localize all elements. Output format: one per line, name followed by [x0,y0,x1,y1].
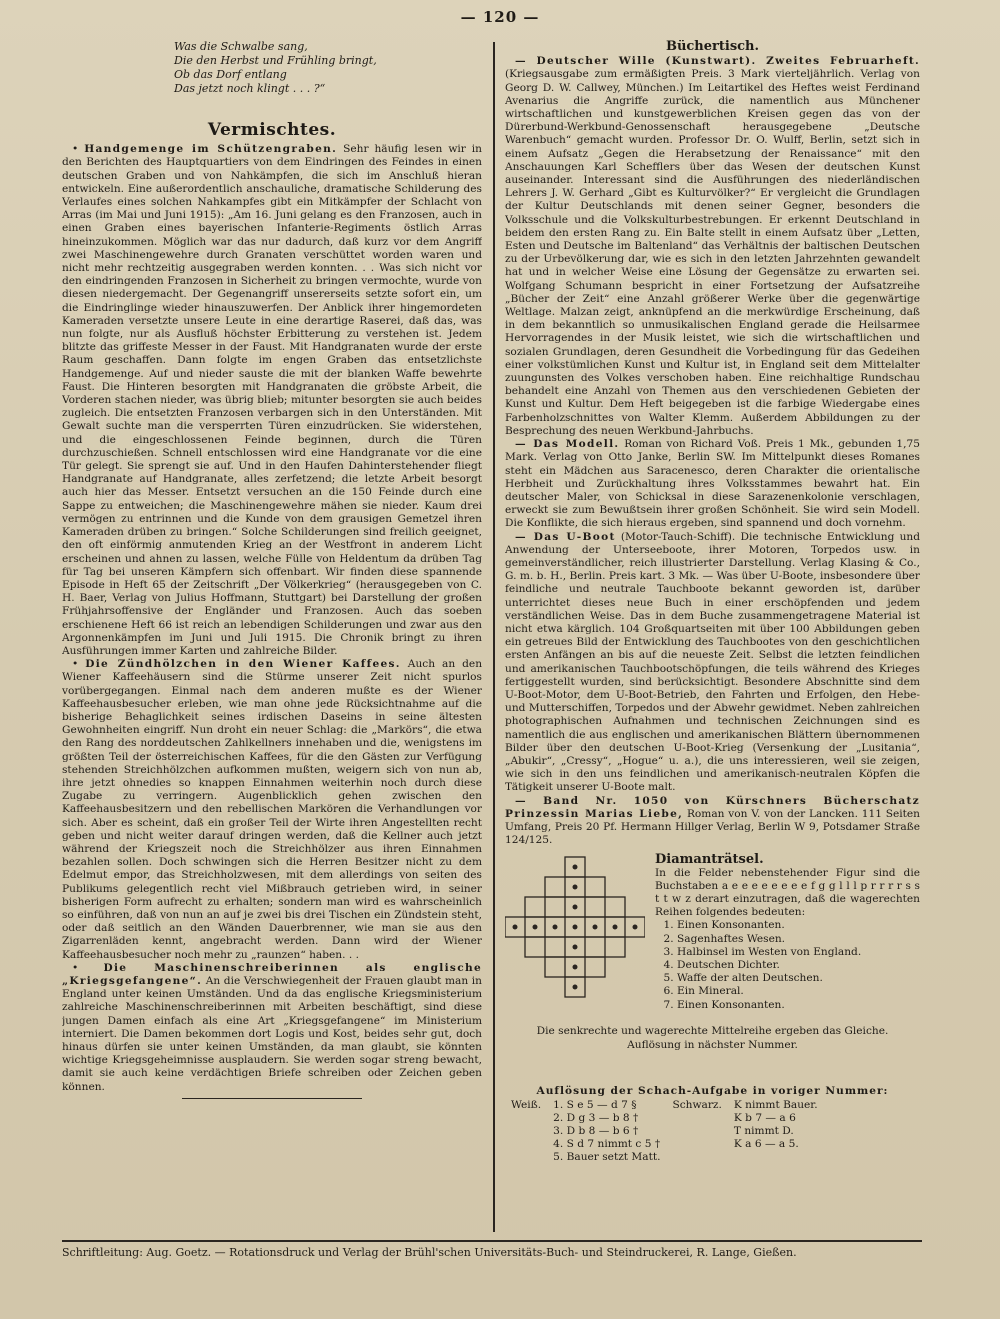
diamond-riddle [505,853,920,1083]
review-text: (Kriegsausgabe zum ermäßigten Preis. 3 Mark vierteljährlich. Verlag von Georg D. W. Callwey, München.) Im Leitartikel des Heftes weist Ferdinand Avenarius die Angriffe zurück, die namentlich aus Münchener wirtschaftlichen und kunstgewerblichen Kreisen gegen das von der Dürerbund-Werkbund-Genossenschaft herausgegebene „Deutsche Warenbuch“ gemacht wurden. Professor Dr. O. Wulff, Berlin, setzt sich in einem Aufsatz „Gegen die Herabsetzung der Renaissance“ mit den Anschauungen Karl Schefflers über das Wesen der deutschen Kunst auseinander. Interessant sind die Ausführungen des niederländischen Lehrers J. W. Gerhard „Gibt es Kulturvölker?“ Er vergleicht die Grundlagen der Kultur Deutschlands mit denen seiner Gegner, besonders die Volksschule und die Volkskulturbestrebungen. Er erkennt Deutschland in beidem den ersten Rang zu. Ein Balte stellt in einem Aufsatz über „Letten, Esten und Deutsche im Baltenland“ das Verhältnis der baltischen Deutschen zu der Urbevölkerung dar, wie es sich in den letzten Jahrzehnten gewandelt hat und in welcher Weise eine Lösung der Gegensätze zu erwarten sei. Wolfgang Schumann bespricht in einer Fortsetzung der Aufsatzreihe „Bücher der Zeit“ eine Anzahl größerer Werke über die gegenwärtige Weltlage. Malzan zeigt, anknüpfend an die merkwürdige Erscheinung, daß in dem bekanntlich so unmusikalischen England gerade die Heilsarmee Hervorragendes in der Musik leistet, wie sich die wirtschaftlichen und sozialen Grundlagen, deren Gesundheit die Vorbedingung für das Gedeihen einer volkstümlichen Kunst und Kultur ist, in England seit dem Mittelalter zuungunsten des Volkes verschoben haben. Eine reichhaltige Rundschau behandelt eine Anzahl von Themen aus den verschiedenen Gebieten der Kunst und Kultur. Dem Heft beigegeben ist die farbige Wiedergabe eines Farbenholzschnittes von Walter Klemm. Außerdem Abbildungen zu der Besprechung des neuen Werkbund-Jahrbuchs. [505,68,920,437]
review-lead: — Deutscher Wille (Kunstwart). Zweites Februarheft. [515,55,920,68]
article: • Die Maschinenschreiberinnen als englische „Kriegsgefangene“. An die Verschwiegenheit der Frauen glaubt man in England unter keinen Umständen. Und da das englische Kriegsministerium zahlreiche Maschinenschreiberinnen mit Arbeiten beschäftigt, sind diese jungen Damen einfach als eine Art „Kriegsgefangene“ im Ministerium interniert. Die Damen bekommen dort Logis und Kost, beides sehr gut, doch hinaus dürfen sie unter keinen Umständen, da man glaubt, sie könnten wichtige Kriegsgeheimnisse ausplaudern. Sie werden sogar streng bewacht, damit sie auch keine verdächtigen Briefe schreiben oder Zeichen geben können. [62,961,482,1093]
riddle-footer [505,1025,920,1051]
white-move: 1. S e 5 — d 7 § [553,1098,637,1111]
right-column [505,40,920,1225]
riddle-item: 6. Ein Mineral. [677,985,920,998]
article-lead: Die Zündhölzchen in den Wiener Kaffees. [85,658,401,671]
riddle-text [655,853,920,1011]
white-move: 2. D g 3 — b 8 † [553,1111,639,1124]
riddle-item: 2. Sagenhaftes Wesen. [677,933,920,946]
black-label: Schwarz. [672,1098,722,1111]
black-move: K a 6 — a 5. [733,1138,799,1151]
review-lead: — Das Modell. [515,438,620,451]
article-lead: Die Maschinenschreiberinnen als englische „Kriegsgefangene“. [62,961,482,987]
poem-line: Ob das Dorf entlang [174,68,287,81]
imprint-footer: Schriftleitung: Aug. Goetz. — Rotationsdruck und Verlag der Brühl'schen Universitäts-Buch- und Steindruckerei, R. Lange, Gießen. [62,1240,922,1259]
black-move: K b 7 — a 6 [733,1111,796,1124]
black-move: T nimmt D. [733,1125,794,1137]
article-text: Auch an den Wiener Kaffeehäusern sind die Stürme unserer Zeit nicht spurlos vorübergegangen. Einmal nach dem anderen mußte es der Wiener Kaffeehausbesucher erleben, wie man ohne jede Rücksichtnahme auf die bisherige Behaglichkeit seines irdischen Daseins in seine ältesten Gewohnheiten eingriff. Nun droht ein neuer Schlag: die „Markörs“, die etwa den Rang des norddeutschen Zahlkellners innehaben und die, wenigstens im größten Teil der österreichischen Kaffees, für die den Gästen zur Verfügung stehenden Streichhölzchen aufkommen mußten, weigern sich von nun ab, ihre jetzt ohnedies so knappen Einnahmen weiterhin noch durch diese Zugabe zu verringern. Augenblicklich gehen zwischen den Kaffeehausbesitzern und den rebellischen Markören die Verhandlungen vor sich. Aber es scheint, daß ein großer Teil der Wirte ihren Angestellten recht geben und nicht weiter darauf dringen werden, daß die Kellner auch jetzt während der Kriegszeit noch die Streichhölzer aus ihren Einnahmen bezahlen sollen. Doch schwingen sich die Herren Besitzer nicht zu dem Edelmut empor, das Streichholzwesen, mit dem allerdings von seiten des Publikums gelegentlich recht viel Mißbrauch getrieben wird, in seiner bisherigen Form aufrecht zu erhalten; sondern man wird es wahrscheinlich so einführen, daß von nun an auf je zwei bis drei Tischen ein Zündstein steht, oder daß seitlich an den Wänden Dauerbrenner, wie man sie aus den Zigarrenläden kennt, angebracht werden. Dann wird der Wiener Kaffeehausbesucher noch mehr zu „raunzen“ haben. . . [62,658,482,961]
black-move: K nimmt Bauer. [733,1098,818,1111]
chess-row [505,1099,824,1112]
article-text: An die Verschwiegenheit der Frauen glaubt man in England unter keinen Umständen. Und da das englische Kriegsministerium zahlreiche Maschinenschreiberinnen mit Arbeiten beschäftigt, sind diese jungen Damen einfach als eine Art „Kriegsgefangene“ im Ministerium interniert. Die Damen bekommen dort Logis und Kost, beides sehr gut, doch hinaus dürfen sie unter keinen Umständen, da man glaubt, sie könnten wichtige Kriegsgeheimnisse ausplaudern. Sie werden sogar streng bewacht, damit sie auch keine verdächtigen Briefe schreiben oder Zeichen geben können. [62,975,482,1093]
black-move [728,1151,824,1164]
review [505,531,920,795]
riddle-intro: In die Felder nebenstehender Figur sind die Buchstaben a e e e e e e e e f g g l l l p r r r r s s t t w z derart einzutragen, daß die wagerechten Reihen folgendes bedeuten: [655,866,920,919]
section-title-vermischtes: Vermischtes. [207,120,337,140]
white-move: 4. S d 7 nimmt c 5 † [553,1138,661,1151]
riddle-item: 4. Deutschen Dichter. [677,959,920,972]
section-title-buechertisch: Büchertisch. [665,40,760,54]
article: • Handgemenge im Schützengraben. Sehr häufig lesen wir in den Berichten des Hauptquartiers von dem Eindringen des Feindes in einen deutschen Graben und von Nahkämpfen, die sich im Anschluß hieran entwickeln. Eine außerordentlich anschauliche, dramatische Schilderung des Verlaufes eines solchen Nahkampfes gibt ein Mitkämpfer der Schlacht von Arras (im Mai und Juni 1915): „Am 16. Juni gelang es den Franzosen, auch in einen Graben eines bayerischen Infanterie-Regiments östlich Arras hineinzukommen. Möglich war das nur dadurch, daß kurz vor dem Angriff zwei Maschinengewehre durch Granaten verschüttet worden waren und nicht mehr rechtzeitig ausgegraben werden konnten. . . Was sich nicht vor den eindringenden Franzosen in Sicherheit zu bringen vermochte, wurde von diesen niedergemacht. Der Gegenangriff unsererseits setzte sofort ein, um die Eindringlinge wieder hinauszuwerfen. Der Anblick ihrer hingemordeten Kameraden versetzte unsere Leute in eine derartige Raserei, daß das, was nun folgte, nur als Ausfluß höchster Erbitterung zu verstehen ist. Jedem blitzte das griffeste Messer in der Faust. Mit Handgranaten wurde der erste Raum geschaffen. Dann folgte im engen Graben das entsetzlichste Handgemenge. Auf und nieder sauste die mit der blanken Waffe bewehrte Faust. Die Hinteren besorgten mit Handgranaten die gröbste Arbeit, die Vorderen stachen nieder, was übrig blieb; mitunter besorgten sie auch beides zugleich. Die entsetzten Franzosen verbargen sich in den Unterständen. Mit Gewalt suchte man die versperrten Türen einzudrücken. Sie widerstehen, und die eingeschlossenen Feinde beginnen, durch die Türen durchzuschießen. Schnell entschlossen wird eine Handgranate vor die eine Tür gelegt. Sie sprengt sie auf. Und in den Haufen Dahinterstehender fliegt Handgranate auf Handgranate, alles zerfetzend; die letzte Arbeit besorgt auch hier das Messer. Entsetzt versuchen an die 150 Feinde durch eine Sappe zu entweichen; die Maschinengewehre mähen sie nieder. Kaum drei vermögen zu entrinnen und die Kunde von dem grausigen Gemetzel ihren Kameraden drüben zu bringen.“ Solche Schilderungen sind freilich geeignet, den oft einförmig anmutenden Krieg an der Westfront in anderem Licht erscheinen und ahnen zu lassen, welche Fülle von Heldentum da drüben Tag für Tag bei unseren Kämpfern sich offenbart. Wir finden diese spannende Episode in Heft 65 der Zeitschrift „Der Völkerkrieg“ (herausgegeben von C. H. Baer, Verlag von Julius Hoffmann, Stuttgart) bei Darstellung der großen Frühjahrsoffensive der Engländer und Franzosen. Auch das soeben erschienene Heft 66 ist reich an lebendigen Schilderungen und zwar aus den Argonnenkämpfen im Juni und Juli 1915. Die Chronik bringt zu ihren Ausführungen immer Karten und zahlreiche Bilder. [62,143,482,657]
white-move: 3. D b 8 — b 6 † [553,1125,639,1137]
white-label: Weiß. [511,1098,542,1111]
white-move: 5. Bauer setzt Matt. [553,1151,661,1164]
riddle-title: Diamanträtsel. [655,852,764,868]
diamond-grid [505,853,645,1013]
chess-row [505,1112,824,1125]
review-text: Roman von V. von der Lancken. 111 Seiten Umfang, Preis 20 Pf. Hermann Hillger Verlag, Berlin W 9, Potsdamer Straße 124/125. [505,807,920,847]
chess-row [505,1138,824,1151]
chess-row [505,1125,824,1138]
chess-row [505,1151,824,1164]
riddle-item: 3. Halbinsel im Westen von England. [677,946,920,959]
riddle-item: 1. Einen Konsonanten. [677,919,920,932]
review-text: (Motor-Tauch-Schiff). Die technische Entwicklung und Anwendung der Unterseeboote, ihrer Motoren, Torpedos usw. in gemeinverständlicher, reich illustrierter Darstellung. Verlag Klasing & Co., G. m. b. H., Berlin. Preis kart. 3 Mk. — Was über U-Boote, insbesondere über feindliche und neutrale Tauchboote bekannt geworden ist, darüber unterrichtet dieses neue Buch in einer erschöpfenden und jedem verständlichen Weise. Das in dem Buche zusammengetragene Material ist nicht etwa kärglich. 104 Großquartseiten mit über 100 Abbildungen geben ein getreues Bild der Entwicklung des Tauchbootes von den geschichtlichen ersten Anfängen an bis auf die neueste Zeit. Selbst die letzten feindlichen und amerikanischen Tauchbootschöpfungen, die teils während des Krieges fertiggestellt wurden, sind berücksichtigt. Besondere Abschnitte sind dem U-Boot-Motor, dem U-Boot-Betrieb, den Fahrten und Erfolgen, den Hebe- und Mutterschiffen, Torpedos und der Abwehr gewidmet. Neben zahlreichen photographischen Aufnahmen und technischen Zeichnungen sind es namentlich die aus englischen und amerikanischen Blättern übernommenen Bilder über den deutschen U-Boot-Krieg (Versenkung der „Lusitania“, „Abukir“, „Cressy“, „Hogue“ u. a.), die uns interessieren, weil sie zeigen, wie sich in den uns feindlichen und amerikanisch-neutralen Köpfen die Tätigkeit unserer U-Boote malt. [505,530,920,794]
chess-title: Auflösung der Schach-Aufgabe in voriger Nummer: [536,1085,889,1098]
review-lead: — Band Nr. 1050 von Kürschners Bücherschatz Prinzessin Marias Liebe, [505,794,920,820]
review-lead: — Das U-Boot [515,530,616,543]
review [505,795,920,848]
diamond-grid-svg [505,853,645,1013]
review [505,438,920,530]
poem-line: Was die Schwalbe sang, [174,40,308,53]
left-column [62,40,482,1225]
riddle-solution-note: Auflösung in nächster Nummer. [627,1038,798,1051]
article: • Die Zündhölzchen in den Wiener Kaffees. Auch an den Wiener Kaffeehäusern sind die Stürme unserer Zeit nicht spurlos vorübergegangen. Einmal nach dem anderen mußte es der Wiener Kaffeehausbesucher erleben, wie man ohne jede Rücksichtnahme auf die bisherige Behaglichkeit seines irdischen Daseins in seine ältesten Gewohnheiten eingriff. Nun droht ein neuer Schlag: die „Markörs“, die etwa den Rang des norddeutschen Zahlkellners innehaben und die, wenigstens im größten Teil der österreichischen Kaffees, für die den Gästen zur Verfügung stehenden Streichhölzchen aufkommen mußten, weigern sich von nun ab, ihre jetzt ohnedies so knappen Einnahmen weiterhin noch durch diese Zugabe zu verringern. Augenblicklich gehen zwischen den Kaffeehausbesitzern und den rebellischen Markören die Verhandlungen vor sich. Aber es scheint, daß ein großer Teil der Wirte ihren Angestellten recht geben und nicht weiter darauf dringen werden, daß die Kellner auch jetzt während der Kriegszeit noch die Streichhölzer aus ihren Einnahmen bezahlen sollen. Doch schwingen sich die Herren Besitzer nicht zu dem Edelmut empor, das Streichholzwesen, mit dem allerdings von seiten des Publikums gelegentlich recht viel Mißbrauch getrieben wird, in seiner bisherigen Form aufrecht zu erhalten; sondern man wird es wahrscheinlich so einführen, daß von nun an auf je zwei bis drei Tischen ein Zündstein steht, oder daß seitlich an den Wänden Dauerbrenner, wie man sie aus den Zigarrenläden kennt, angebracht werden. Dann wird der Wiener Kaffeehausbesucher noch mehr zu „raunzen“ haben. . . [62,658,482,961]
end-rule [182,1098,362,1099]
article-text: Sehr häufig lesen wir in den Berichten des Hauptquartiers von dem Eindringen des Feindes in einen deutschen Graben und von Nahkämpfen, die sich im Anschluß hieran entwickeln. Eine außerordentlich anschauliche, dramatische Schilderung des Verlaufes eines solchen Nahkampfes gibt ein Mitkämpfer der Schlacht von Arras (im Mai und Juni 1915): „Am 16. Juni gelang es den Franzosen, auch in einen Graben eines bayerischen Infanterie-Regiments östlich Arras hineinzukommen. Möglich war das nur dadurch, daß kurz vor dem Angriff zwei Maschinengewehre durch Granaten verschüttet worden waren und nicht mehr rechtzeitig ausgegraben werden konnten. . . Was sich nicht vor den eindringenden Franzosen in Sicherheit zu bringen vermochte, wurde von diesen niedergemacht. Der Gegenangriff unsererseits setzte sofort ein, um die Eindringlinge wieder hinauszuwerfen. Der Anblick ihrer hingemordeten Kameraden versetzte unsere Leute in eine derartige Raserei, daß das, was nun folgte, nur als Ausfluß höchster Erbitterung zu verstehen ist. Jedem blitzte das griffeste Messer in der Faust. Mit Handgranaten wurde der erste Raum geschaffen. Dann folgte im engen Graben das entsetzlichste Handgemenge. Auf und nieder sauste die mit der blanken Waffe bewehrte Faust. Die Hinteren besorgten mit Handgranaten die gröbste Arbeit, die Vorderen stachen nieder, was übrig blieb; mitunter besorgten sie auch beides zugleich. Die entsetzten Franzosen verbargen sich in den Unterständen. Mit Gewalt suchte man die versperrten Türen einzudrücken. Sie widerstehen, und die eingeschlossenen Feinde beginnen, durch die Türen durchzuschießen. Schnell entschlossen wird eine Handgranate vor die eine Tür gelegt. Sie sprengt sie auf. Und in den Haufen Dahinterstehender fliegt Handgranate auf Handgranate, alles zerfetzend; die letzte Arbeit besorgt auch hier das Messer. Entsetzt versuchen an die 150 Feinde durch eine Sappe zu entweichen; die Maschinengewehre mähen sie nieder. Kaum drei vermögen zu entrinnen und die Kunde von dem grausigen Gemetzel ihren Kameraden drüben zu bringen.“ Solche Schilderungen sind freilich geeignet, den oft einförmig anmutenden Krieg an der Westfront in anderem Licht erscheinen und ahnen zu lassen, welche Fülle von Heldentum da drüben Tag für Tag bei unseren Kämpfern sich offenbart. Wir finden diese spannende Episode in Heft 65 der Zeitschrift „Der Völkerkrieg“ (herausgegeben von C. H. Baer, Verlag von Julius Hoffmann, Stuttgart) bei Darstellung der großen Frühjahrsoffensive der Engländer und Franzosen. Auch das soeben erschienene Heft 66 ist reich an lebendigen Schilderungen und zwar aus den Argonnenkämpfen im Juni und Juli 1915. Die Chronik bringt zu ihren Ausführungen immer Karten und zahlreiche Bilder. [62,143,482,657]
review [505,55,920,438]
page-number: — 120 — [460,8,540,26]
article-lead: Handgemenge im Schützengraben. [84,143,338,156]
poem-line: Die den Herbst und Frühling bringt, [174,54,377,67]
review-text: Roman von Richard Voß. Preis 1 Mk., gebunden 1,75 Mark. Verlag von Otto Janke, Berlin SW. Im Mittelpunkt dieses Romanes steht ein Mädchen aus Saracenesco, deren Charakter die orientalische Herbheit und Zurückhaltung ihres Volksstammes bewahrt hat. Ein deutscher Maler, von Schicksal in diese Sarazenenkolonie verschlagen, erweckt sie zum Bewußtsein ihrer großen Schönheit. Sie wird sein Modell. Die Konflikte, die sich hieraus ergeben, sind spannend und doch vornehm. [505,438,920,530]
chess-solution [505,1085,920,1164]
poem-line: Das jetzt noch klingt . . . ?“ [174,82,326,95]
column-divider [493,42,495,1232]
poem [62,40,482,96]
riddle-item: 5. Waffe der alten Deutschen. [677,972,920,985]
riddle-footer-text: Die senkrechte und wagerechte Mittelreihe ergeben das Gleiche. [536,1025,889,1038]
riddle-list [655,919,920,1011]
riddle-item: 7. Einen Konsonanten. [677,999,920,1012]
chess-table [505,1099,824,1165]
